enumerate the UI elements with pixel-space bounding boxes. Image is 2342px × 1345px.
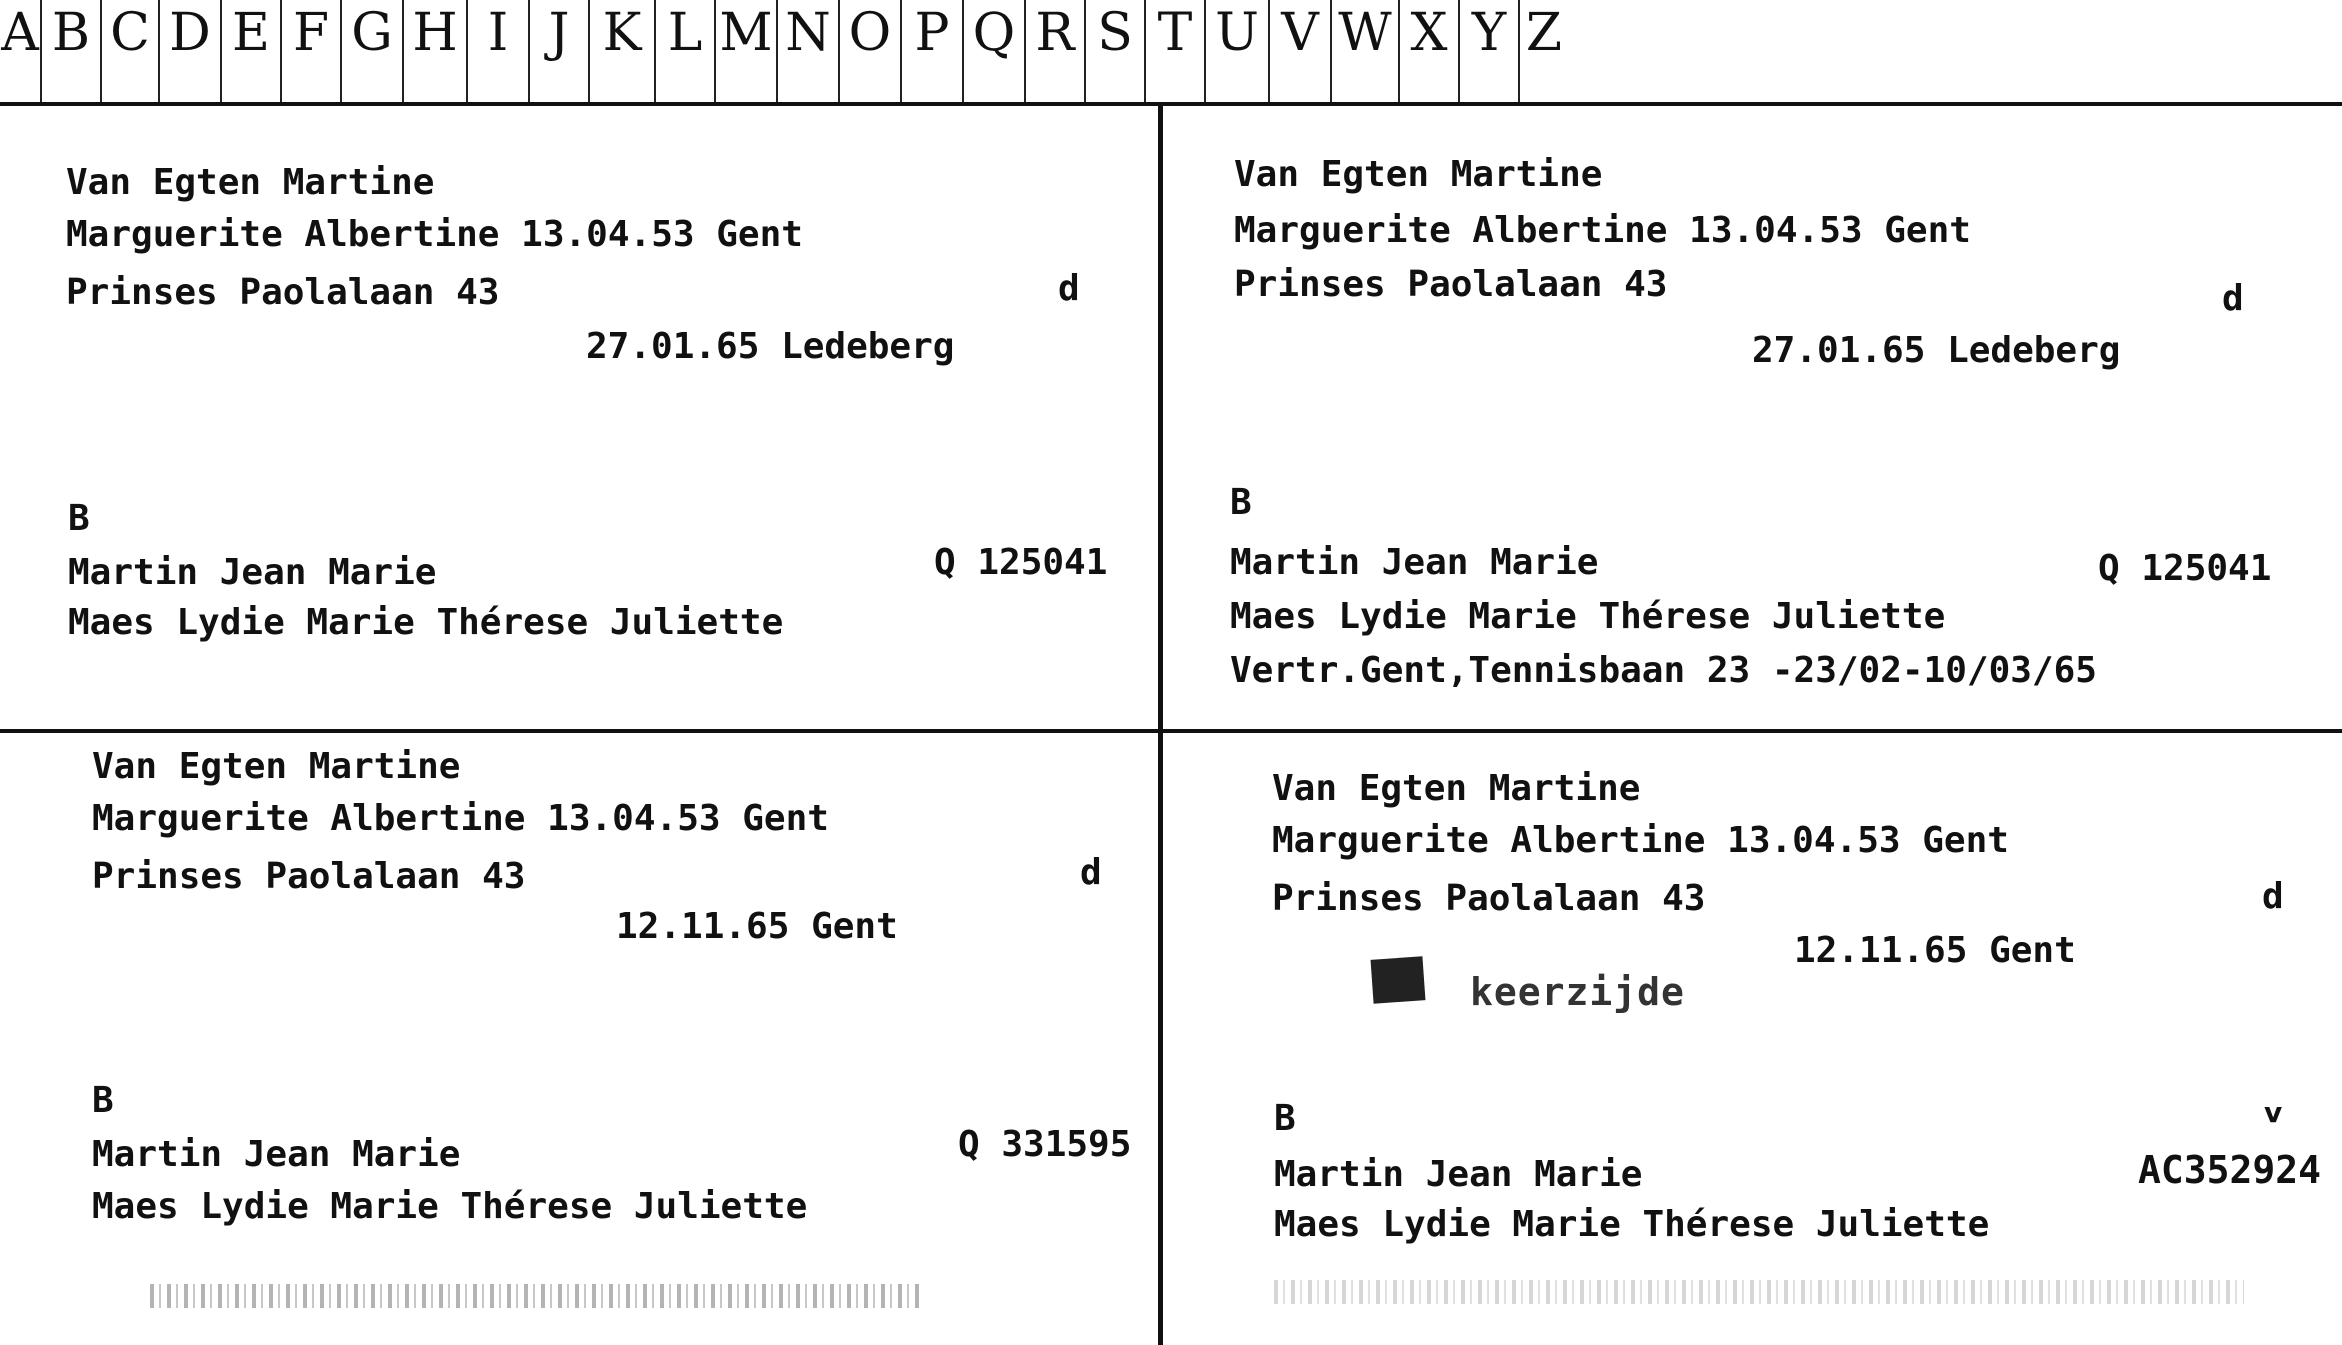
alpha-letter-e: E bbox=[222, 0, 282, 102]
card-section: B bbox=[68, 498, 90, 539]
card-ref: AC352924 bbox=[2138, 1148, 2322, 1192]
card-section: B bbox=[1230, 482, 1252, 523]
card-event: 12.11.65 Gent bbox=[616, 906, 898, 947]
alpha-letter-x: X bbox=[1400, 0, 1460, 102]
alpha-letter-r: R bbox=[1026, 0, 1086, 102]
alpha-letter-a: A bbox=[0, 0, 42, 102]
card-event: 27.01.65 Ledeberg bbox=[586, 326, 955, 367]
alpha-letter-g: G bbox=[342, 0, 404, 102]
alpha-letter-w: W bbox=[1332, 0, 1400, 102]
card-name: Van Egten Martine bbox=[1234, 154, 1603, 195]
card-father: Martin Jean Marie bbox=[92, 1134, 461, 1175]
alpha-letter-l: L bbox=[656, 0, 716, 102]
card-divider-vertical bbox=[1158, 106, 1163, 1345]
alphabet-index-bar bbox=[0, 0, 2342, 106]
card-section: B bbox=[1274, 1098, 1296, 1139]
alpha-letter-z: Z bbox=[1525, 3, 1563, 63]
card-given-birth: Marguerite Albertine 13.04.53 Gent bbox=[92, 798, 829, 839]
card-flag: d bbox=[2222, 278, 2244, 319]
card-address: Prinses Paolalaan 43 bbox=[92, 856, 526, 897]
card-flag: d bbox=[1080, 852, 1102, 893]
card-mother: Maes Lydie Marie Thérese Juliette bbox=[92, 1186, 808, 1227]
alpha-letter-q: Q bbox=[964, 0, 1026, 102]
alpha-letter-m: M bbox=[716, 0, 778, 102]
alpha-letter-p: P bbox=[902, 0, 964, 102]
alpha-letter-s: S bbox=[1086, 0, 1146, 102]
card-given-birth: Marguerite Albertine 13.04.53 Gent bbox=[1272, 820, 2009, 861]
alpha-letter-t: T bbox=[1146, 0, 1206, 102]
card-flag: d bbox=[2262, 876, 2284, 917]
alpha-letter-n: N bbox=[778, 0, 840, 102]
card-name: Van Egten Martine bbox=[92, 746, 461, 787]
alpha-letter-h: H bbox=[404, 0, 468, 102]
alpha-letter-i: I bbox=[468, 0, 530, 102]
card-name: Van Egten Martine bbox=[1272, 768, 1641, 809]
card-father: Martin Jean Marie bbox=[1230, 542, 1599, 583]
alpha-letter-j: J bbox=[530, 0, 590, 102]
card-address: Prinses Paolalaan 43 bbox=[1234, 264, 1668, 305]
card-ref: Q 331595 bbox=[958, 1124, 1132, 1165]
card-father: Martin Jean Marie bbox=[1274, 1154, 1643, 1195]
card-divider-horizontal bbox=[0, 729, 2342, 733]
card-flag: d bbox=[1058, 268, 1080, 309]
alpha-letter-v: V bbox=[1270, 0, 1332, 102]
card-section: B bbox=[92, 1080, 114, 1121]
card-mother: Maes Lydie Marie Thérese Juliette bbox=[1274, 1204, 1990, 1245]
card-note: Vertr.Gent,Tennisbaan 23 -23/02-10/03/65 bbox=[1230, 650, 2097, 691]
card-mother: Maes Lydie Marie Thérese Juliette bbox=[1230, 596, 1946, 637]
stamp-keerzijde: keerzijde bbox=[1470, 970, 1685, 1014]
card-address: Prinses Paolalaan 43 bbox=[66, 272, 500, 313]
card-ref: Q 125041 bbox=[2098, 548, 2272, 589]
card-given-birth: Marguerite Albertine 13.04.53 Gent bbox=[66, 214, 803, 255]
alpha-letter-d: D bbox=[160, 0, 222, 102]
card-given-birth: Marguerite Albertine 13.04.53 Gent bbox=[1234, 210, 1971, 251]
check-mark: v bbox=[2264, 1096, 2283, 1129]
card-address: Prinses Paolalaan 43 bbox=[1272, 878, 1706, 919]
card-event: 12.11.65 Gent bbox=[1794, 930, 2076, 971]
faded-text-smudge bbox=[1274, 1280, 2244, 1304]
card-ref: Q 125041 bbox=[934, 542, 1108, 583]
alpha-letter-o: O bbox=[840, 0, 902, 102]
alpha-letter-y: Y bbox=[1460, 0, 1520, 102]
card-father: Martin Jean Marie bbox=[68, 552, 437, 593]
alpha-letter-b: B bbox=[42, 0, 102, 102]
stamp-mark-icon bbox=[1371, 956, 1426, 1004]
card-mother: Maes Lydie Marie Thérese Juliette bbox=[68, 602, 784, 643]
alpha-letter-k: K bbox=[590, 0, 656, 102]
faded-text-smudge bbox=[150, 1284, 920, 1308]
alpha-letter-f: F bbox=[282, 0, 342, 102]
card-name: Van Egten Martine bbox=[66, 162, 435, 203]
alpha-letter-u: U bbox=[1206, 0, 1270, 102]
card-event: 27.01.65 Ledeberg bbox=[1752, 330, 2121, 371]
alpha-letter-c: C bbox=[102, 0, 160, 102]
